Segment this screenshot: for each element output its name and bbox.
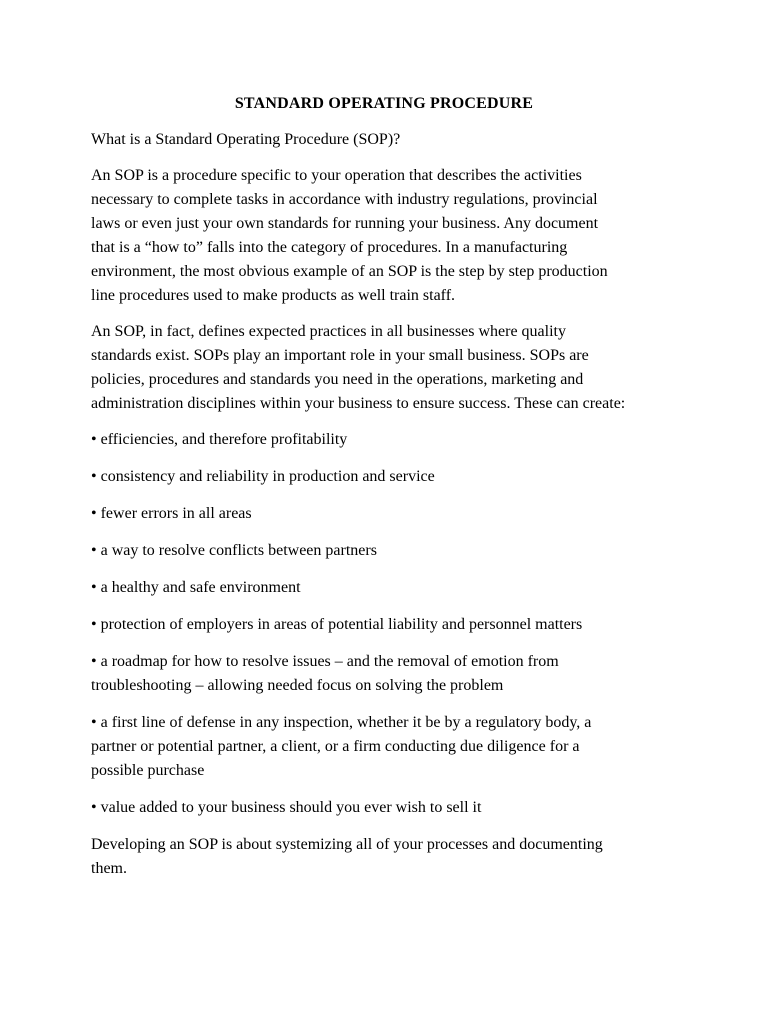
text-line: troubleshooting – allowing needed focus on solving the problem bbox=[91, 677, 504, 694]
bullet-item bbox=[91, 576, 691, 600]
document-body bbox=[91, 128, 691, 881]
document-title: STANDARD OPERATING PROCEDURE bbox=[234, 95, 534, 112]
text-line: • a healthy and safe environment bbox=[91, 579, 301, 596]
text-line: policies, procedures and standards you need in the operations, marketing and bbox=[91, 371, 584, 388]
bullet-item bbox=[91, 613, 691, 637]
bullet-item bbox=[91, 796, 691, 820]
text-line: • protection of employers in areas of potential liability and personnel matters bbox=[91, 616, 583, 633]
text-line: An SOP, in fact, defines expected practices in all businesses where quality bbox=[91, 323, 566, 340]
text-line: • fewer errors in all areas bbox=[91, 505, 252, 522]
text-line: possible purchase bbox=[91, 762, 205, 779]
bullet-item bbox=[91, 650, 691, 698]
paragraph-closing bbox=[91, 833, 691, 881]
text-line: laws or even just your own standards for running your business. Any document bbox=[91, 215, 599, 232]
text-line: • a first line of defense in any inspection, whether it be by a regulatory body, a bbox=[91, 714, 592, 731]
text-line: • value added to your business should you ever wish to sell it bbox=[91, 799, 482, 816]
text-line: • efficiencies, and therefore profitability bbox=[91, 431, 348, 448]
bullet-item bbox=[91, 428, 691, 452]
text-line: Developing an SOP is about systemizing all of your processes and documenting bbox=[91, 836, 603, 853]
text-line: • a way to resolve conflicts between partners bbox=[91, 542, 377, 559]
bullet-item bbox=[91, 539, 691, 563]
bullet-item bbox=[91, 711, 691, 783]
text-line: them. bbox=[91, 860, 127, 877]
text-line: • consistency and reliability in production and service bbox=[91, 468, 435, 485]
text-line: administration disciplines within your business to ensure success. These can create: bbox=[91, 395, 626, 412]
text-line: line procedures used to make products as well train staff. bbox=[91, 287, 456, 304]
text-line: environment, the most obvious example of an SOP is the step by step production bbox=[91, 263, 608, 280]
paragraph-sop-practices bbox=[91, 320, 691, 416]
bullet-item bbox=[91, 465, 691, 489]
text-line: standards exist. SOPs play an important role in your small business. SOPs are bbox=[91, 347, 589, 364]
paragraph-sop-definition bbox=[91, 164, 691, 308]
bullet-item bbox=[91, 502, 691, 526]
question-heading: What is a Standard Operating Procedure (SOP)? bbox=[91, 131, 401, 148]
text-line: • a roadmap for how to resolve issues – and the removal of emotion from bbox=[91, 653, 559, 670]
text-line: partner or potential partner, a client, or a firm conducting due diligence for a bbox=[91, 738, 580, 755]
text-line: necessary to complete tasks in accordance with industry regulations, provincial bbox=[91, 191, 598, 208]
text-line: An SOP is a procedure specific to your operation that describes the activities bbox=[91, 167, 582, 184]
text-line: that is a “how to” falls into the category of procedures. In a manufacturing bbox=[91, 239, 568, 256]
